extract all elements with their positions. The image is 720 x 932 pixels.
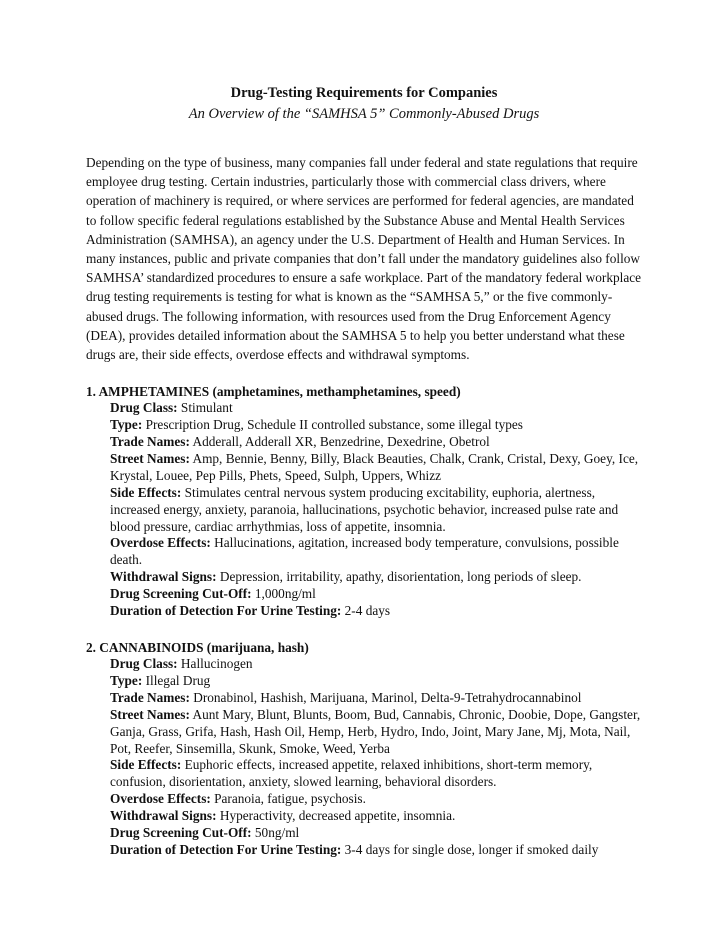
detection-duration-field	[110, 842, 642, 859]
overdose-effects-field	[110, 791, 642, 808]
field-label: Drug Class:	[110, 400, 178, 416]
field-value: 2-4 days	[341, 603, 391, 619]
intro-paragraph: Depending on the type of business, many companies fall under federal and state regulations that require employee drug testing. Certain industries, particularly those with commercial class drivers, where operation of machinery is required, or where services are performed for federal agencies, are mandated to follow specific federal regulations established by the Substance Abuse and Mental Health Services Administration (SAMHSA), an agency under the U.S. Department of Health and Human Services. In many instances, public and private companies that don’t fall under the mandatory guidelines also follow SAMHSA’ standardized procedures to ensure a safe workplace. Part of the mandatory federal workplace drug testing requirements is testing for what is known as the “SAMHSA 5,” or the five commonly-abused drugs. The following information, with resources used from the Drug Enforcement Agency (DEA), provides detailed information about the SAMHSA 5 to help you better understand what these drugs are, their side effects, overdose effects and withdrawal symptoms.	[86, 155, 642, 363]
withdrawal-signs-field	[110, 808, 642, 825]
field-value: Stimulates central nervous system producing excitability, euphoria, alertness, increased energy, anxiety, paranoia, hallucinations, psychotic behavior, increased pulse rate and blood pressure, cardiac arrhythmias, loss of appetite, insomnia.	[110, 484, 619, 534]
street-names-field	[110, 451, 642, 485]
field-value: Amp, Bennie, Benny, Billy, Black Beauties, Chalk, Crank, Cristal, Dexy, Goey, Ice, Krystal, Louee, Pep Pills, Phets, Speed, Sulph, Uppers, Whizz	[110, 450, 639, 483]
field-value: Prescription Drug, Schedule II controlled substance, some illegal types	[142, 417, 523, 433]
field-label: Trade Names:	[110, 689, 190, 705]
section-heading: 2. CANNABINOIDS (marijuana, hash)	[86, 640, 309, 656]
field-label: Type:	[110, 417, 143, 433]
overdose-effects-field	[110, 535, 642, 569]
field-value: Dronabinol, Hashish, Marijuana, Marinol, Delta-9-Tetrahydrocannabinol	[189, 689, 582, 705]
field-value: Illegal Drug	[142, 672, 211, 688]
field-value: 3-4 days for single dose, longer if smoked daily	[341, 841, 599, 857]
field-value: Hallucinogen	[177, 656, 253, 672]
field-label: Duration of Detection For Urine Testing:	[110, 603, 342, 619]
street-names-field	[110, 707, 642, 758]
field-value: Adderall, Adderall XR, Benzedrine, Dexedrine, Obetrol	[189, 434, 490, 450]
type-field	[110, 417, 642, 434]
drug-class-field	[110, 400, 642, 417]
field-label: Street Names:	[110, 706, 190, 722]
field-label: Side Effects:	[110, 484, 182, 500]
field-value: 1,000ng/ml	[251, 586, 316, 602]
field-label: Withdrawal Signs:	[110, 808, 217, 824]
side-effects-field	[110, 757, 642, 791]
section-heading: 1. AMPHETAMINES (amphetamines, methamphetamines, speed)	[86, 384, 461, 400]
document-page	[86, 84, 642, 859]
field-label: Drug Class:	[110, 656, 178, 672]
field-value: Aunt Mary, Blunt, Blunts, Boom, Bud, Cannabis, Chronic, Doobie, Dope, Gangster, Ganja, Grass, Grifa, Hash, Hash Oil, Hemp, Herb, Hydro, Indo, Joint, Mary Jane, Mj, Mota, Nail, Pot, Reefer, Sinsemilla, Skunk, Smoke, Weed, Yerba	[110, 706, 641, 756]
field-label: Overdose Effects:	[110, 535, 211, 551]
field-label: Withdrawal Signs:	[110, 569, 217, 585]
withdrawal-signs-field	[110, 569, 642, 586]
trade-names-field	[110, 434, 642, 451]
field-value: 50ng/ml	[251, 825, 300, 841]
field-value: Depression, irritability, apathy, disorientation, long periods of sleep.	[216, 569, 582, 585]
document-title: Drug-Testing Requirements for Companies	[230, 85, 498, 101]
detection-duration-field	[110, 603, 642, 620]
type-field	[110, 673, 642, 690]
cutoff-field	[110, 825, 642, 842]
field-label: Overdose Effects:	[110, 791, 211, 807]
side-effects-field	[110, 485, 642, 536]
field-value: Hallucinations, agitation, increased body temperature, convulsions, possible death.	[110, 535, 619, 568]
trade-names-field	[110, 690, 642, 707]
field-value: Euphoric effects, increased appetite, relaxed inhibitions, short-term memory, confusion, disorientation, anxiety, slowed learning, behavioral disorders.	[110, 757, 593, 790]
field-label: Drug Screening Cut-Off:	[110, 586, 252, 602]
section-cannabinoids	[86, 639, 642, 859]
field-label: Drug Screening Cut-Off:	[110, 825, 252, 841]
cutoff-field	[110, 586, 642, 603]
section-amphetamines	[86, 383, 642, 620]
document-subtitle: An Overview of the “SAMHSA 5” Commonly-Abused Drugs	[188, 106, 540, 122]
field-label: Side Effects:	[110, 757, 182, 773]
field-label: Duration of Detection For Urine Testing:	[110, 841, 342, 857]
drug-class-field	[110, 656, 642, 673]
field-value: Stimulant	[177, 400, 233, 416]
field-label: Type:	[110, 672, 143, 688]
field-label: Trade Names:	[110, 434, 190, 450]
field-value: Hyperactivity, decreased appetite, insomnia.	[216, 808, 456, 824]
field-value: Paranoia, fatigue, psychosis.	[210, 791, 366, 807]
field-label: Street Names:	[110, 450, 190, 466]
